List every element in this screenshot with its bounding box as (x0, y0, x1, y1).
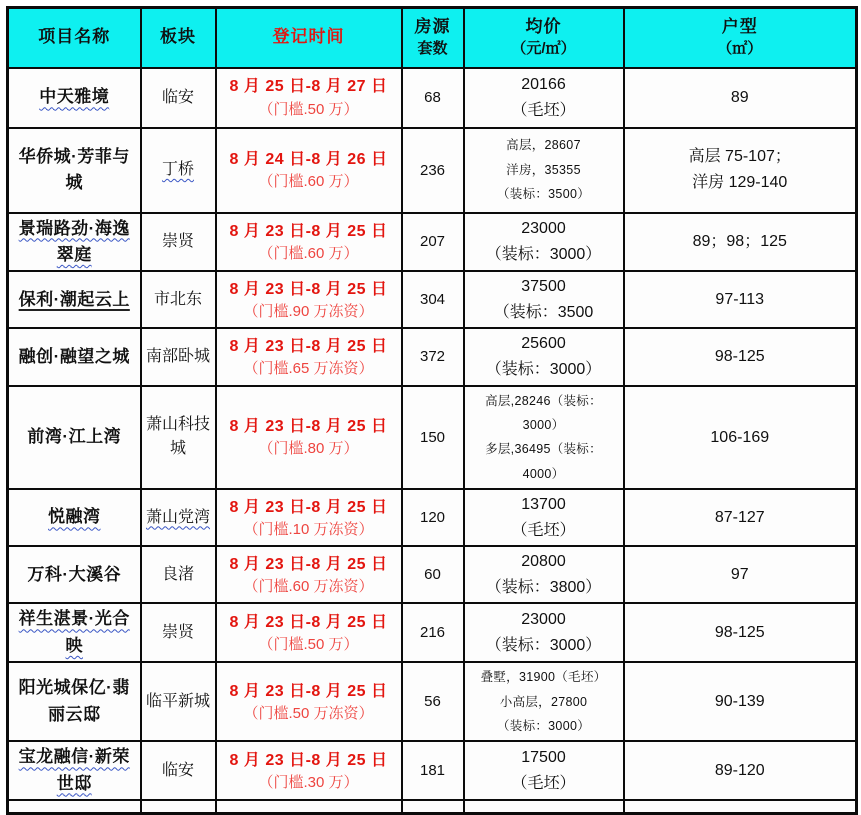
registration-threshold: （门槛.30 万） (258, 773, 359, 791)
district-cell (141, 603, 216, 662)
header-project-name (8, 8, 141, 68)
unit-count-cell: 236 (402, 128, 464, 213)
layout-line: 98-125 (714, 623, 765, 641)
project-name-cell (8, 662, 141, 741)
layout-line: 洋房 129-140 (692, 174, 788, 191)
district: 临安 (161, 88, 194, 106)
registration-dates: 8 月 23 日-8 月 25 日 (229, 498, 388, 516)
registration-threshold: （门槛.60 万冻资） (243, 577, 374, 595)
registration-time-cell (216, 603, 402, 662)
project-name-cell (8, 271, 141, 328)
layout-cell (624, 128, 857, 213)
district: 萧山党湾 (145, 508, 210, 526)
price-line: 20166 (521, 75, 566, 93)
registration-time-cell (216, 386, 402, 490)
average-price-cell (464, 489, 624, 546)
registration-dates: 8 月 25 日-8 月 27 日 (229, 78, 388, 96)
average-price-cell (464, 662, 624, 741)
project-name: 宝龙融信·新荣世邸 (18, 747, 130, 793)
district-cell (141, 546, 216, 603)
layout-cell (624, 213, 857, 272)
price-line: 小高层，27800 (499, 694, 588, 709)
average-price-cell (464, 271, 624, 328)
registration-dates: 8 月 23 日-8 月 25 日 (229, 751, 388, 769)
header-district (141, 8, 216, 68)
district: 萧山科技城 (145, 416, 210, 458)
project-name: 景瑞路劲·海逸翠庭 (18, 218, 130, 264)
unit-count-cell: 56 (402, 662, 464, 741)
layout-line: 89-120 (714, 761, 765, 779)
table-row (8, 386, 857, 490)
layout-cell (624, 741, 857, 800)
project-name-cell (8, 546, 141, 603)
registration-dates: 8 月 23 日-8 月 25 日 (229, 613, 388, 631)
table-header (8, 8, 857, 68)
project-name: 悦融湾 (48, 507, 101, 527)
district: 市北东 (153, 290, 202, 308)
unit-count-cell: 150 (402, 386, 464, 490)
district-cell (141, 128, 216, 213)
district: 南部卧城 (145, 347, 210, 365)
project-name: 华侨城·芳菲与城 (18, 146, 130, 192)
registration-threshold: （门槛.50 万冻资） (243, 704, 374, 722)
project-name-cell (8, 741, 141, 800)
registration-threshold: （门槛.80 万） (258, 440, 359, 458)
project-name: 前湾·江上湾 (27, 427, 122, 447)
district: 临安 (161, 761, 194, 779)
registration-time-cell (216, 213, 402, 272)
price-line: 高层，28607 (506, 138, 581, 153)
header-label: 项目名称 (38, 27, 111, 47)
project-name: 阳光城保亿·翡丽云邸 (18, 678, 130, 724)
layout-line: 106-169 (710, 428, 770, 446)
header-registration-time (216, 8, 402, 68)
project-name: 祥生湛景·光合映 (18, 609, 130, 655)
average-price-cell (464, 741, 624, 800)
project-name: 万科·大溪谷 (27, 564, 122, 584)
price-line: 13700 (521, 496, 566, 514)
price-line: 洋房，35355 (506, 162, 581, 177)
district-cell (141, 741, 216, 800)
table-row (8, 662, 857, 741)
header-sublabel: 套数 (417, 40, 448, 58)
header-sublabel: （元/㎡） (511, 40, 576, 58)
project-name-cell (8, 213, 141, 272)
average-price-cell (464, 213, 624, 272)
price-line: （装标：3000） (485, 360, 602, 378)
registration-time-cell (216, 271, 402, 328)
layout-line: 89；98；125 (692, 233, 787, 251)
table-row (8, 741, 857, 800)
project-name: 中天雅境 (39, 87, 110, 107)
unit-count-cell (402, 800, 464, 814)
price-line: （装标：3000） (485, 636, 602, 654)
price-line: （装标：3500 (493, 303, 594, 321)
layout-line: 高层 75-107； (688, 148, 791, 166)
registration-threshold: （门槛.60 万） (258, 173, 359, 191)
price-line: （装标：3500） (496, 187, 590, 202)
project-name-cell (8, 68, 141, 128)
district-cell (141, 662, 216, 741)
price-line: （毛坯） (511, 101, 576, 119)
table-row (8, 328, 857, 385)
unit-count-cell: 304 (402, 271, 464, 328)
unit-count-cell: 207 (402, 213, 464, 272)
layout-cell (624, 271, 857, 328)
layout-line: 98-125 (714, 348, 765, 366)
project-name: 保利·潮起云上 (18, 289, 130, 309)
registration-table (6, 6, 858, 815)
registration-threshold: （门槛.50 万） (258, 635, 359, 653)
registration-time-cell (216, 128, 402, 213)
header-label: 登记时间 (272, 27, 345, 47)
price-line: 17500 (521, 749, 566, 766)
layout-cell (624, 603, 857, 662)
district-cell (141, 68, 216, 128)
layout-cell (624, 68, 857, 128)
price-line: 叠墅，31900（毛坯） (480, 670, 607, 685)
district: 崇贤 (161, 623, 194, 641)
district-cell (141, 800, 216, 814)
district: 崇贤 (161, 232, 194, 250)
district: 良渚 (161, 565, 194, 583)
registration-dates: 8 月 23 日-8 月 25 日 (229, 337, 388, 355)
district-cell (141, 213, 216, 272)
unit-count-cell: 60 (402, 546, 464, 603)
unit-count-cell: 181 (402, 741, 464, 800)
district-cell (141, 489, 216, 546)
price-line: 25600 (521, 335, 566, 353)
price-line: 23000 (521, 220, 566, 238)
registration-threshold: （门槛.90 万冻资） (243, 302, 374, 320)
project-name: 融创·融望之城 (18, 346, 130, 366)
average-price-cell (464, 603, 624, 662)
layout-cell (624, 800, 857, 814)
price-line: 高层,28246（装标：3000） (485, 393, 602, 432)
price-line: （装标：3800） (485, 578, 602, 596)
price-line: （装标：3000） (496, 718, 590, 733)
registration-dates: 8 月 23 日-8 月 25 日 (229, 280, 388, 298)
header-layout (624, 8, 857, 68)
district: 丁桥 (161, 161, 194, 178)
project-name-cell (8, 603, 141, 662)
unit-count-cell: 216 (402, 603, 464, 662)
project-name-cell (8, 128, 141, 213)
district: 临平新城 (145, 692, 210, 710)
header-label: 房源 (414, 17, 451, 37)
price-line: （毛坯） (511, 521, 576, 539)
layout-cell (624, 386, 857, 490)
district-cell (141, 271, 216, 328)
price-line: 多层,36495（装标：4000） (485, 442, 602, 481)
layout-line: 89 (730, 88, 749, 106)
registration-threshold: （门槛.10 万冻资） (243, 520, 374, 538)
layout-line: 97 (730, 566, 749, 584)
price-line: （装标：3000） (485, 245, 602, 263)
price-line: 37500 (521, 278, 566, 296)
layout-line: 90-139 (714, 692, 765, 710)
unit-count-cell: 120 (402, 489, 464, 546)
registration-time-cell (216, 68, 402, 128)
header-label: 板块 (160, 27, 196, 47)
registration-time-cell (216, 546, 402, 603)
layout-cell (624, 546, 857, 603)
layout-cell (624, 328, 857, 385)
average-price-cell (464, 800, 624, 814)
table-row (8, 271, 857, 328)
project-name-cell (8, 386, 141, 490)
table-row (8, 213, 857, 272)
layout-cell (624, 662, 857, 741)
registration-dates: 8 月 23 日-8 月 25 日 (229, 222, 388, 240)
district-cell (141, 386, 216, 490)
average-price-cell (464, 386, 624, 490)
registration-time-cell (216, 662, 402, 741)
registration-time-cell (216, 328, 402, 385)
registration-threshold: （门槛.60 万） (258, 244, 359, 262)
table-row (8, 800, 857, 814)
registration-time-cell (216, 800, 402, 814)
table-row (8, 489, 857, 546)
table-row (8, 128, 857, 213)
registration-dates: 8 月 23 日-8 月 25 日 (229, 555, 388, 573)
registration-time-cell (216, 489, 402, 546)
registration-time-cell (216, 741, 402, 800)
header-average-price (464, 8, 624, 68)
table-row (8, 68, 857, 128)
price-line: （毛坯） (511, 774, 576, 792)
unit-count-cell: 372 (402, 328, 464, 385)
average-price-cell (464, 546, 624, 603)
price-line: 20800 (521, 553, 566, 571)
average-price-cell (464, 128, 624, 213)
district-cell (141, 328, 216, 385)
layout-line: 97-113 (715, 290, 765, 308)
header-unit-count (402, 8, 464, 68)
layout-line: 87-127 (714, 508, 765, 526)
project-name-cell (8, 489, 141, 546)
unit-count-cell: 68 (402, 68, 464, 128)
registration-dates: 8 月 24 日-8 月 26 日 (229, 150, 388, 168)
table-row (8, 603, 857, 662)
registration-dates: 8 月 23 日-8 月 25 日 (229, 682, 388, 700)
average-price-cell (464, 68, 624, 128)
header-label: 户型 (721, 17, 758, 37)
registration-dates: 8 月 23 日-8 月 25 日 (229, 418, 388, 436)
header-sublabel: （㎡） (717, 40, 763, 58)
table-row (8, 546, 857, 603)
registration-threshold: （门槛.65 万冻资） (243, 360, 374, 378)
layout-cell (624, 489, 857, 546)
registration-threshold: （门槛.50 万） (258, 100, 359, 118)
project-name-cell (8, 800, 141, 814)
project-name-cell (8, 328, 141, 385)
average-price-cell (464, 328, 624, 385)
table-body (8, 68, 857, 814)
header-label: 均价 (525, 17, 562, 37)
price-line: 23000 (521, 611, 566, 629)
